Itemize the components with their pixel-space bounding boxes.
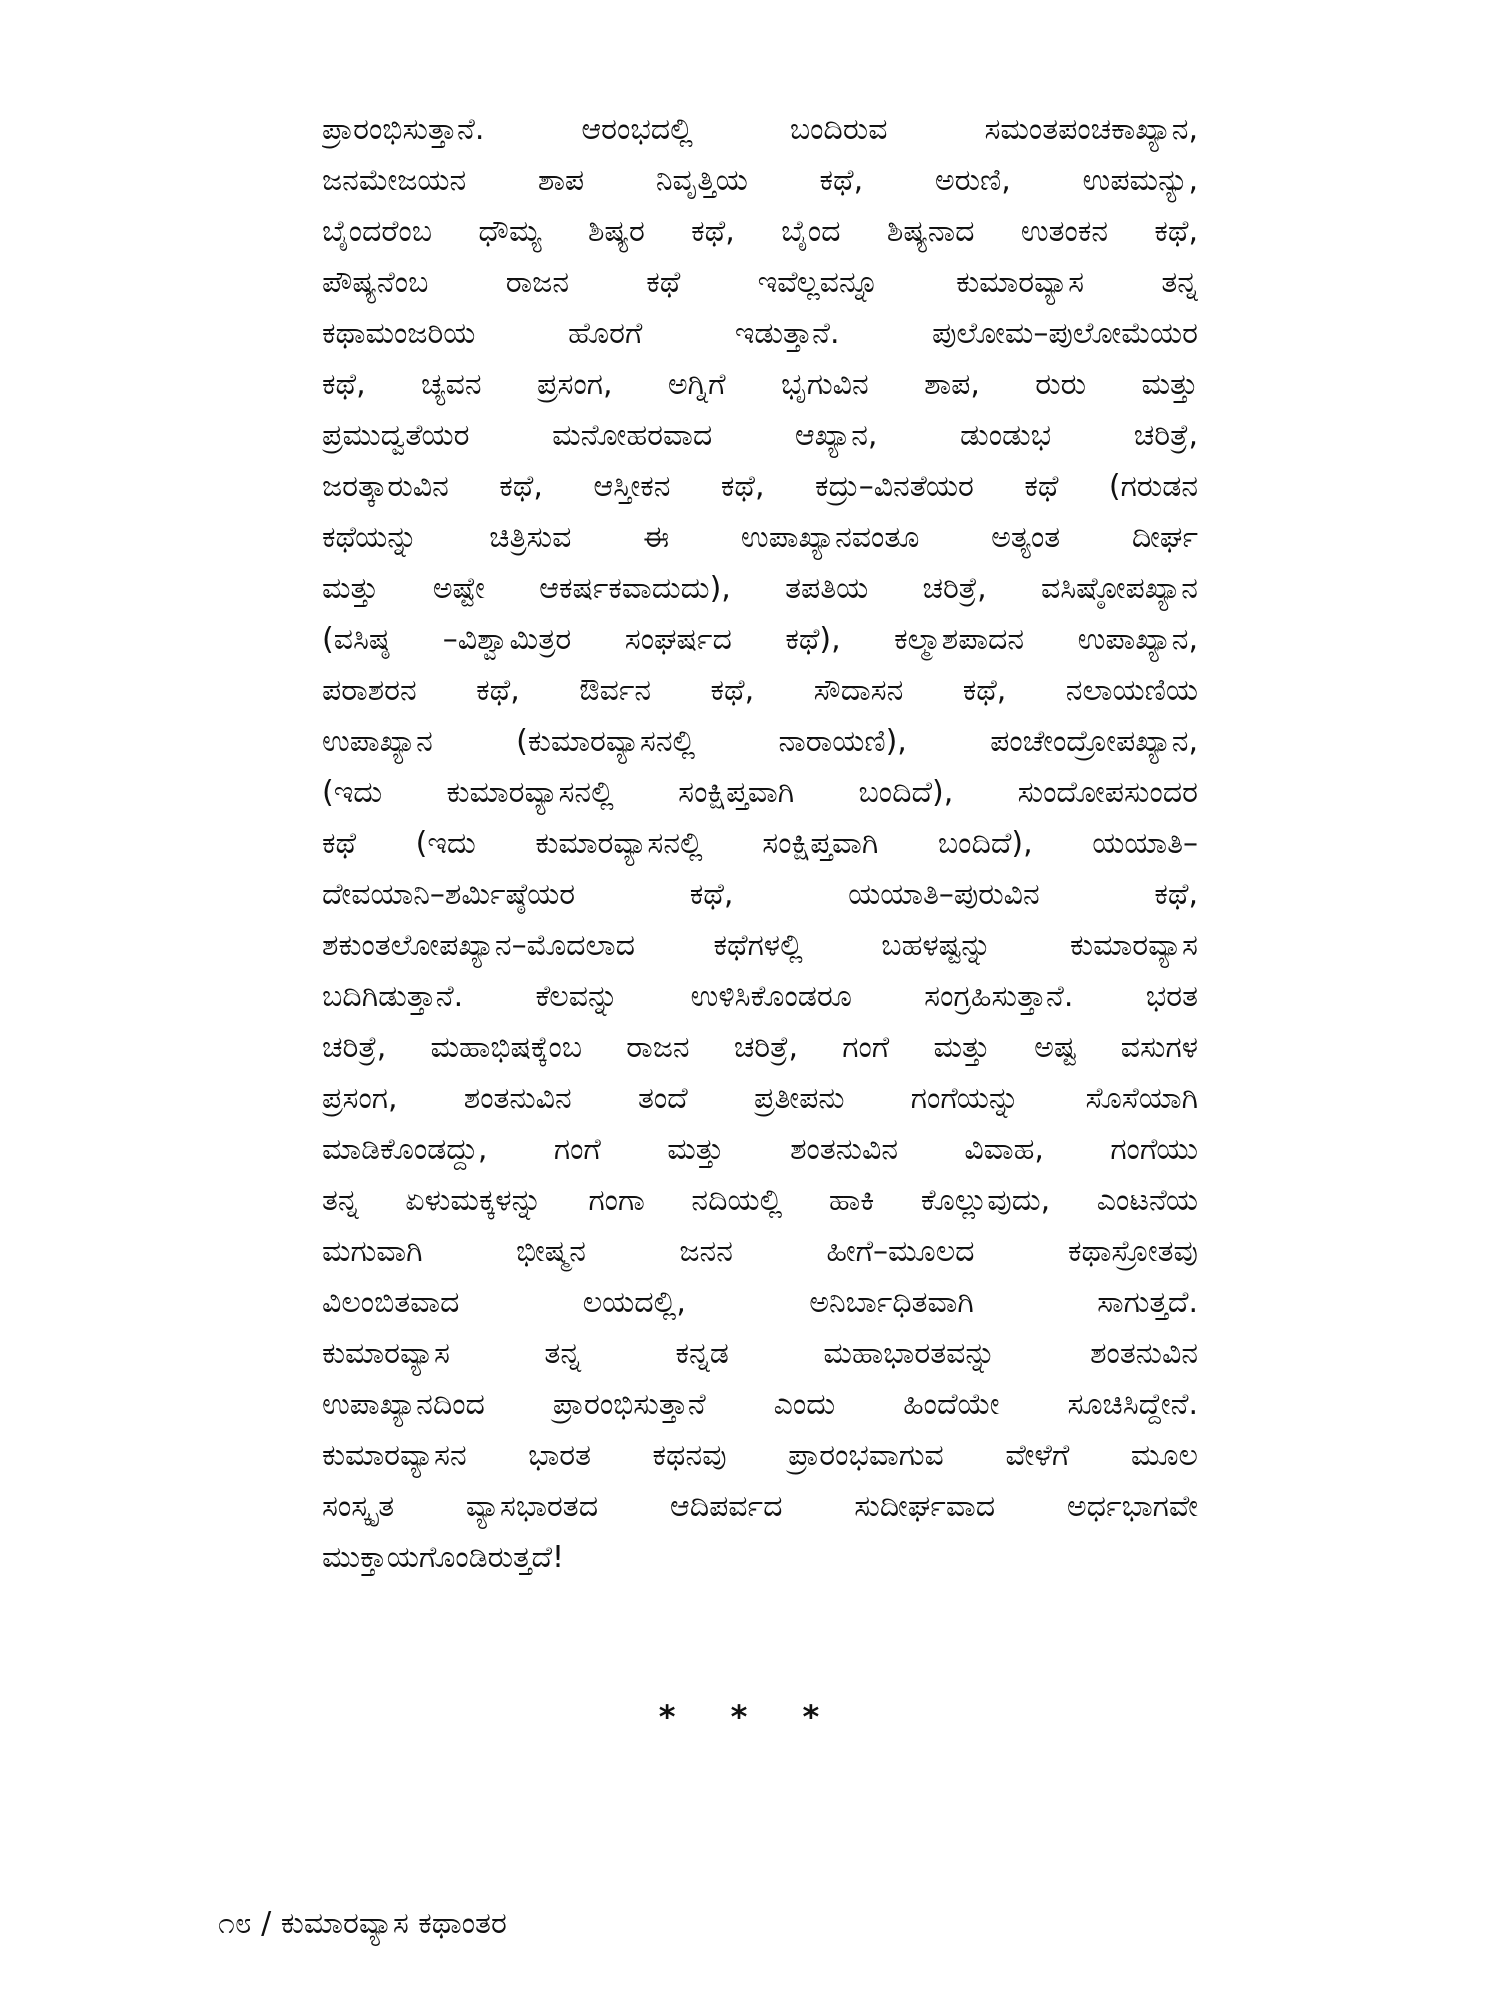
- text-line: ಜರತ್ಕಾರುವಿನ ಕಥೆ, ಆಸ್ತೀಕನ ಕಥೆ, ಕದ್ರು–ವಿನತೆಯರ ಕಥೆ (ಗರುಡನ: [322, 469, 1198, 504]
- text-line: ಕಥಾಮಂಜರಿಯ ಹೊರಗೆ ಇಡುತ್ತಾನೆ. ಪುಲೋಮ–ಪುಲೋಮೆಯರ: [322, 316, 1198, 351]
- footer-separator: /: [261, 1906, 272, 1941]
- text-line: (ಇದು ಕುಮಾರವ್ಯಾಸನಲ್ಲಿ ಸಂಕ್ಷಿಪ್ತವಾಗಿ ಬಂದಿದೆ), ಸುಂದೋಪಸುಂದರ: [322, 775, 1198, 810]
- text-line: ಕುಮಾರವ್ಯಾಸನ ಭಾರತ ಕಥನವು ಪ್ರಾರಂಭವಾಗುವ ವೇಳೆಗೆ ಮೂಲ: [322, 1438, 1198, 1473]
- text-line: ಶಕುಂತಲೋಪಖ್ಯಾನ–ಮೊದಲಾದ ಕಥೆಗಳಲ್ಲಿ ಬಹಳಷ್ಟನ್ನು ಕುಮಾರವ್ಯಾಸ: [322, 928, 1198, 963]
- text-line: ಚರಿತ್ರೆ, ಮಹಾಭಿಷಕ್ಕೆಂಬ ರಾಜನ ಚರಿತ್ರೆ, ಗಂಗೆ ಮತ್ತು ಅಷ್ಟ ವಸುಗಳ: [322, 1030, 1198, 1065]
- text-line: ಮಾಡಿಕೊಂಡದ್ದು, ಗಂಗೆ ಮತ್ತು ಶಂತನುವಿನ ವಿವಾಹ, ಗಂಗೆಯು: [322, 1132, 1198, 1167]
- text-line: ಪ್ರಸಂಗ, ಶಂತನುವಿನ ತಂದೆ ಪ್ರತೀಪನು ಗಂಗೆಯನ್ನು ಸೊಸೆಯಾಗಿ: [322, 1081, 1198, 1116]
- text-line: ಉಪಾಖ್ಯಾನದಿಂದ ಪ್ರಾರಂಭಿಸುತ್ತಾನೆ ಎಂದು ಹಿಂದೆಯೇ ಸೂಚಿಸಿದ್ದೇನೆ.: [322, 1387, 1198, 1422]
- text-line: ಕುಮಾರವ್ಯಾಸ ತನ್ನ ಕನ್ನಡ ಮಹಾಭಾರತವನ್ನು ಶಂತನುವಿನ: [322, 1336, 1198, 1371]
- text-line: ಪ್ರಮುದ್ವತೆಯರ ಮನೋಹರವಾದ ಆಖ್ಯಾನ, ಡುಂಡುಭ ಚರಿತ್ರೆ,: [322, 418, 1198, 453]
- text-line: ಮಗುವಾಗಿ ಭೀಷ್ಮನ ಜನನ ಹೀಗೆ–ಮೂಲದ ಕಥಾಸ್ರೋತವು: [322, 1234, 1198, 1269]
- text-line: ಬದಿಗಿಡುತ್ತಾನೆ. ಕೆಲವನ್ನು ಉಳಿಸಿಕೊಂಡರೂ ಸಂಗ್ರಹಿಸುತ್ತಾನೆ. ಭರತ: [322, 979, 1198, 1014]
- text-line: ಮತ್ತು ಅಷ್ಟೇ ಆಕರ್ಷಕವಾದುದು), ತಪತಿಯ ಚರಿತ್ರೆ, ವಸಿಷ್ಠೋಪಖ್ಯಾನ: [322, 571, 1198, 606]
- text-line: ಪೌಷ್ಯನೆಂಬ ರಾಜನ ಕಥೆ ಇವೆಲ್ಲವನ್ನೂ ಕುಮಾರವ್ಯಾಸ ತನ್ನ: [322, 265, 1198, 300]
- page-number: ೧೮: [218, 1906, 252, 1941]
- text-line: ತನ್ನ ಏಳುಮಕ್ಕಳನ್ನು ಗಂಗಾ ನದಿಯಲ್ಲಿ ಹಾಕಿ ಕೊಲ್ಲುವುದು, ಎಂಟನೆಯ: [322, 1183, 1198, 1218]
- text-line: ಸಂಸ್ಕೃತ ವ್ಯಾಸಭಾರತದ ಆದಿಪರ್ವದ ಸುದೀರ್ಘವಾದ ಅರ್ಧಭಾಗವೇ: [322, 1489, 1198, 1524]
- text-line: ಮುಕ್ತಾಯಗೊಂಡಿರುತ್ತದೆ!: [322, 1540, 565, 1575]
- text-line: ಬೈಂದರೆಂಬ ಧೌಮ್ಯ ಶಿಷ್ಯರ ಕಥೆ, ಬೈಂದ ಶಿಷ್ಯನಾದ ಉತಂಕನ ಕಥೆ,: [322, 214, 1198, 249]
- text-line: ಕಥೆ, ಚ್ಯವನ ಪ್ರಸಂಗ, ಅಗ್ನಿಗೆ ಭೃಗುವಿನ ಶಾಪ, ರುರು ಮತ್ತು: [322, 367, 1198, 402]
- section-break: * * *: [658, 1698, 842, 1736]
- text-line: ಪರಾಶರನ ಕಥೆ, ಔರ್ವನ ಕಥೆ, ಸೌದಾಸನ ಕಥೆ, ನಲಾಯಣಿಯ: [322, 673, 1198, 708]
- text-line: ವಿಲಂಬಿತವಾದ ಲಯದಲ್ಲಿ, ಅನಿರ್ಬಾಧಿತವಾಗಿ ಸಾಗುತ್ತದೆ.: [322, 1285, 1198, 1320]
- page-footer: [218, 1904, 507, 1944]
- text-line: ಕಥೆ (ಇದು ಕುಮಾರವ್ಯಾಸನಲ್ಲಿ ಸಂಕ್ಷಿಪ್ತವಾಗಿ ಬಂದಿದೆ), ಯಯಾತಿ–: [322, 826, 1198, 861]
- body-text: [322, 104, 1198, 1583]
- text-line: ಉಪಾಖ್ಯಾನ (ಕುಮಾರವ್ಯಾಸನಲ್ಲಿ ನಾರಾಯಣಿ), ಪಂಚೇಂದ್ರೋಪಖ್ಯಾನ,: [322, 724, 1198, 759]
- text-line: ಜನಮೇಜಯನ ಶಾಪ ನಿವೃತ್ತಿಯ ಕಥೆ, ಅರುಣಿ, ಉಪಮನ್ಯು,: [322, 163, 1198, 198]
- text-line: (ವಸಿಷ್ಠ –ವಿಶ್ವಾಮಿತ್ರರ ಸಂಘರ್ಷದ ಕಥೆ), ಕಲ್ಮಾಶಪಾದನ ಉಪಾಖ್ಯಾನ,: [322, 622, 1198, 657]
- text-line: ಪ್ರಾರಂಭಿಸುತ್ತಾನೆ. ಆರಂಭದಲ್ಲಿ ಬಂದಿರುವ ಸಮಂತಪಂಚಕಾಖ್ಯಾನ,: [322, 112, 1198, 147]
- text-line: ದೇವಯಾನಿ–ಶರ್ಮಿಷ್ಠೆಯರ ಕಥೆ, ಯಯಾತಿ–ಪುರುವಿನ ಕಥೆ,: [322, 877, 1198, 912]
- text-line: ಕಥೆಯನ್ನು ಚಿತ್ರಿಸುವ ಈ ಉಪಾಖ್ಯಾನವಂತೂ ಅತ್ಯಂತ ದೀರ್ಘ: [322, 520, 1198, 555]
- book-title: ಕುಮಾರವ್ಯಾಸ ಕಥಾಂತರ: [280, 1906, 507, 1941]
